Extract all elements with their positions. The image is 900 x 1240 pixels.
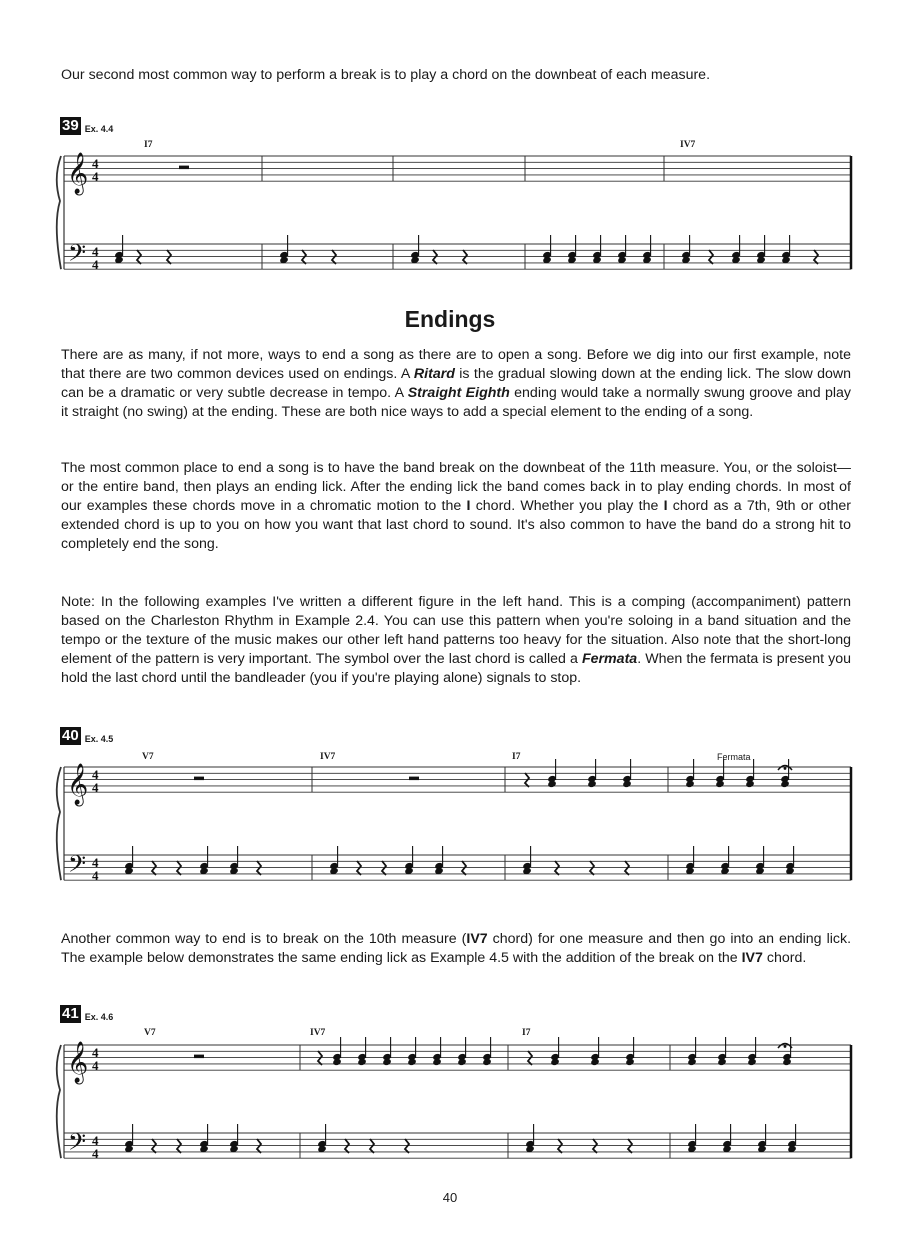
- roman-numeral: I: [663, 498, 668, 514]
- roman-numeral: I: [466, 498, 471, 514]
- time-signature-top: 4: [92, 1045, 99, 1060]
- text-run: chord) for one measure and then go into an ending lick. The example below demonstrates the same ending lick as Example 4.5 with the addition of the break on the: [61, 931, 852, 966]
- fermata-annotation: Fermata: [717, 752, 751, 762]
- chord-symbol: IV7: [320, 752, 336, 762]
- chord-symbol: I7: [144, 140, 153, 150]
- treble-clef-icon: 𝄞: [67, 764, 89, 805]
- bass-clef-icon: 𝄢: [68, 239, 87, 272]
- text-run: ending would take a normally swung groove and play it straight (no swing) at the ending. These are both nice ways to add a special element to the ending of a song.: [61, 385, 851, 420]
- whole-rest: [194, 777, 204, 781]
- whole-rest: [179, 166, 189, 170]
- time-signature-top: 4: [92, 855, 99, 870]
- text-run: chord. Whether you play the: [470, 498, 664, 514]
- roman-numeral: IV7: [741, 950, 763, 966]
- text-run: Another common way to end is to break on the 10th measure (: [61, 931, 467, 947]
- treble-clef-icon: 𝄞: [67, 1042, 89, 1083]
- example-number: Ex. 4.6: [84, 1012, 114, 1022]
- time-signature-top: 4: [92, 767, 99, 782]
- treble-clef-icon: 𝄞: [67, 153, 89, 194]
- example-number: Ex. 4.4: [84, 124, 114, 134]
- time-signature-top: 4: [92, 244, 99, 259]
- time-signature-bottom: 4: [92, 1146, 99, 1161]
- term-straight-eighth: Straight Eighth: [407, 385, 510, 401]
- chord-symbol: IV7: [310, 1028, 326, 1038]
- example-number: Ex. 4.5: [84, 734, 114, 744]
- bass-clef-icon: 𝄢: [68, 1128, 87, 1161]
- time-signature-bottom: 4: [92, 1058, 99, 1073]
- chord-symbol: IV7: [680, 140, 696, 150]
- chord-symbol: I7: [512, 752, 521, 762]
- intro-text: Our second most common way to perform a break is to play a chord on the downbeat of each measure.: [61, 67, 711, 83]
- term-fermata: Fermata: [581, 651, 638, 667]
- chord-symbol: I7: [522, 1028, 531, 1038]
- track-number: 41: [62, 1005, 79, 1022]
- text-run: The most common place to end a song is to have the band break on the downbeat of the 11th measure. You, or the soloist—or the entire band, then plays an ending lick. After the ending lick the band comes back in to play ending chords. In most of our examples these chords move in a chromatic motion to the: [61, 460, 851, 514]
- time-signature-bottom: 4: [92, 868, 99, 883]
- time-signature-top: 4: [92, 1133, 99, 1148]
- fermata-dot: [784, 767, 787, 770]
- chord-symbol: V7: [144, 1028, 156, 1038]
- text-run: chord.: [762, 950, 807, 966]
- section-heading: Endings: [404, 306, 496, 332]
- fermata-dot: [784, 1045, 787, 1048]
- time-signature-top: 4: [92, 156, 99, 171]
- system-brace: [57, 156, 61, 269]
- term-ritard: Ritard: [413, 366, 455, 382]
- text-run: chord as a 7th, 9th or other extended chord is up to you on how you want that last chord to sound. It's also common to have the band do a strong hit to completely end the song.: [61, 498, 851, 552]
- text-run: Note: In the following examples I've written a different figure in the left hand. This is a comping (accompaniment) pattern based on the Charleston Rhythm in Example 2.4. You can use this pattern when you're soloing in a band situation and the tempo or the texture of the music makes our other left hand patterns too heavy for the situation. Also note that the short-long element of the pattern is very important. The symbol over the last chord is called a: [61, 594, 851, 667]
- system-brace: [57, 1045, 61, 1158]
- system-brace: [57, 767, 61, 880]
- whole-rest: [409, 777, 419, 781]
- chord-symbol: V7: [142, 752, 154, 762]
- text-run: There are as many, if not more, ways to end a song as there are to open a song. Before we dig into our first example, note that there are two common devices used on endings. A: [61, 347, 851, 382]
- bass-clef-icon: 𝄢: [68, 850, 87, 883]
- whole-rest: [194, 1055, 204, 1059]
- time-signature-bottom: 4: [92, 169, 99, 184]
- track-number: 39: [62, 117, 79, 134]
- time-signature-bottom: 4: [92, 780, 99, 795]
- roman-numeral: IV7: [466, 931, 488, 947]
- text-run: is the gradual slowing down at the ending lick. The slow down can be a dramatic or very subtle decrease in tempo. A: [61, 366, 851, 401]
- track-number: 40: [62, 727, 79, 744]
- time-signature-bottom: 4: [92, 257, 99, 272]
- text-run: . When the fermata is present you hold the last chord until the bandleader (you if you're playing alone) signals to stop.: [61, 651, 851, 686]
- page-number: 40: [442, 1190, 458, 1205]
